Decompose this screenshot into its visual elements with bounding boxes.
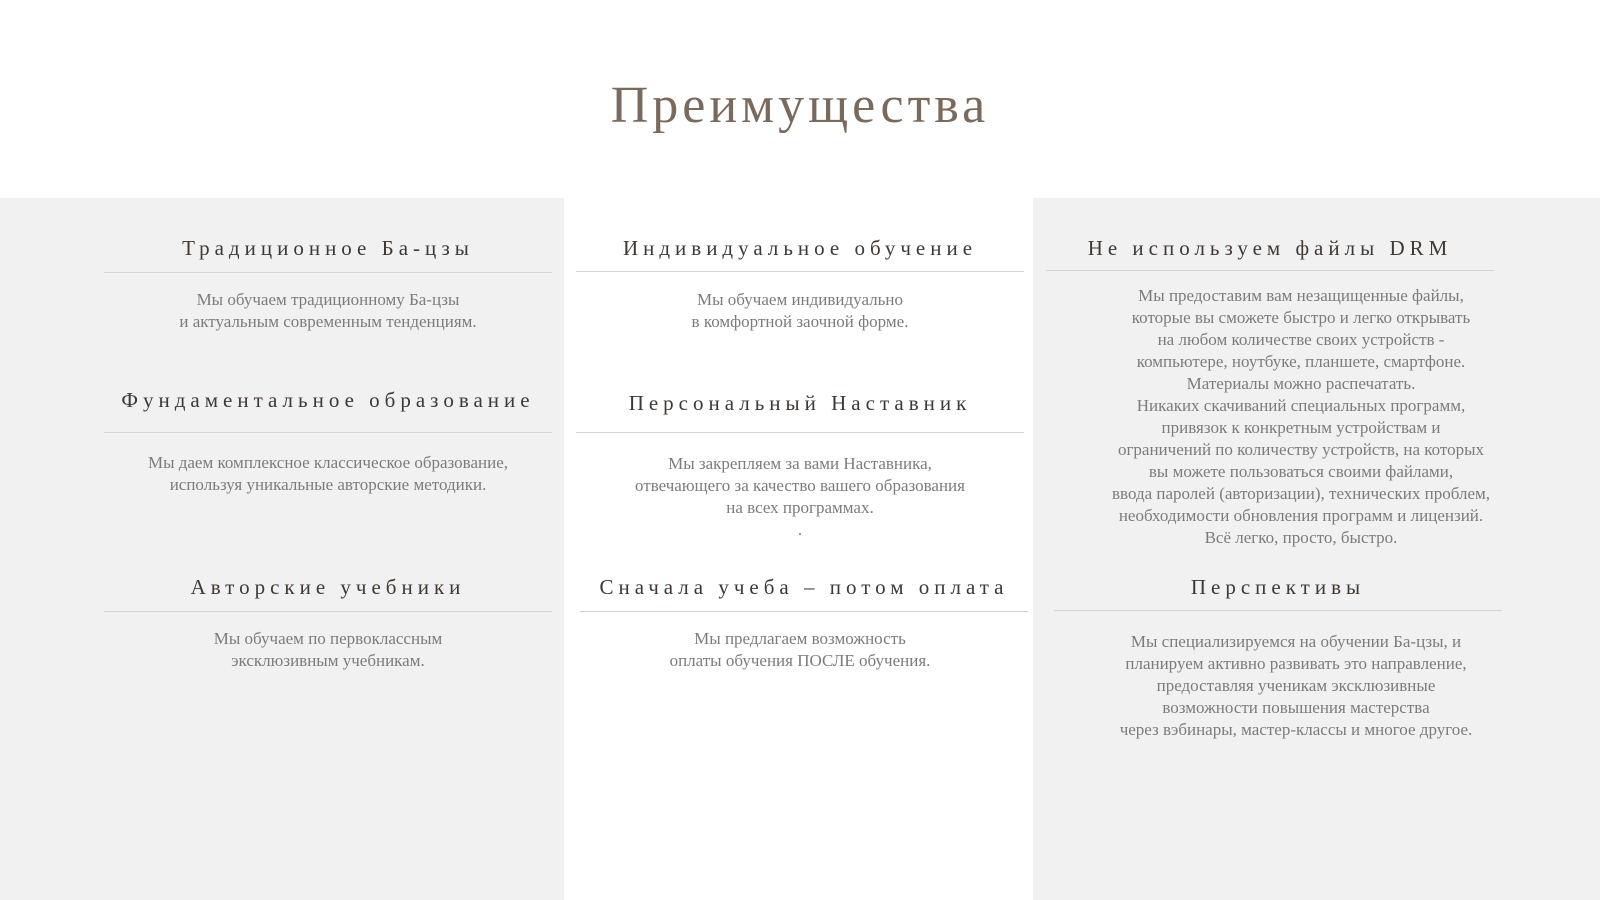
divider-textbooks (104, 611, 552, 612)
feature-heading-mentor: Персональный Наставник (628, 391, 972, 415)
feature-text-pay-after: Мы предлагаем возможность оплаты обучения ПОСЛЕ обучения. (669, 629, 931, 670)
divider-individual (576, 271, 1024, 272)
divider-mentor (576, 432, 1024, 433)
feature-text-prospects: Мы специализируемся на обучении Ба-цзы, и планируем активно развивать это направление, предоставляя ученикам эксклюзивные возможности повышения мастерства через вэбинары, мастер-классы и многое другое. (1119, 632, 1473, 739)
feature-heading-pay-after: Сначала учеба – потом оплата (599, 575, 1009, 599)
divider-prospects (1054, 610, 1502, 611)
feature-heading-prospects: Перспективы (1190, 575, 1366, 599)
feature-heading-traditional: Традиционное Ба-цзы (182, 236, 474, 260)
divider-no-drm (1046, 270, 1494, 271)
feature-heading-no-drm: Не используем файлы DRM (1087, 236, 1453, 260)
feature-text-fundamental: Мы даем комплексное классическое образование, используя уникальные авторские методики. (147, 453, 509, 494)
feature-text-no-drm: Мы предоставим вам незащищенные файлы, которые вы сможете быстро и легко открывать на любом количестве своих устройств - компьютере, ноутбуке, планшете, смартфоне. Материалы можно распечатать. Никаких скачиваний специальных программ, привязок к конкретным устройствам и ограничений по количеству устройств, на которых вы можете пользоваться своими файлами, ввода паролей (авторизации), технических проблем, необходимости обновления программ и лицензий. Всё легко, просто, быстро. (1112, 286, 1490, 547)
feature-text-textbooks: Мы обучаем по первоклассным эксклюзивным учебникам. (213, 629, 443, 670)
feature-text-traditional: Мы обучаем традиционному Ба-цзы и актуальным современным тенденциям. (179, 290, 477, 331)
divider-fundamental (104, 432, 552, 433)
page-title: Преимущества (610, 77, 990, 134)
divider-pay-after (580, 611, 1028, 612)
feature-text-individual: Мы обучаем индивидуально в комфортной заочной форме. (691, 290, 909, 331)
feature-heading-individual: Индивидуальное обучение (622, 236, 978, 260)
divider-traditional (104, 272, 552, 273)
feature-text-mentor: Мы закрепляем за вами Наставника, отвечающего за качество вашего образования на всех программах. . (635, 454, 965, 539)
feature-heading-fundamental: Фундаментальное образование (121, 388, 535, 412)
feature-heading-textbooks: Авторские учебники (190, 575, 466, 599)
